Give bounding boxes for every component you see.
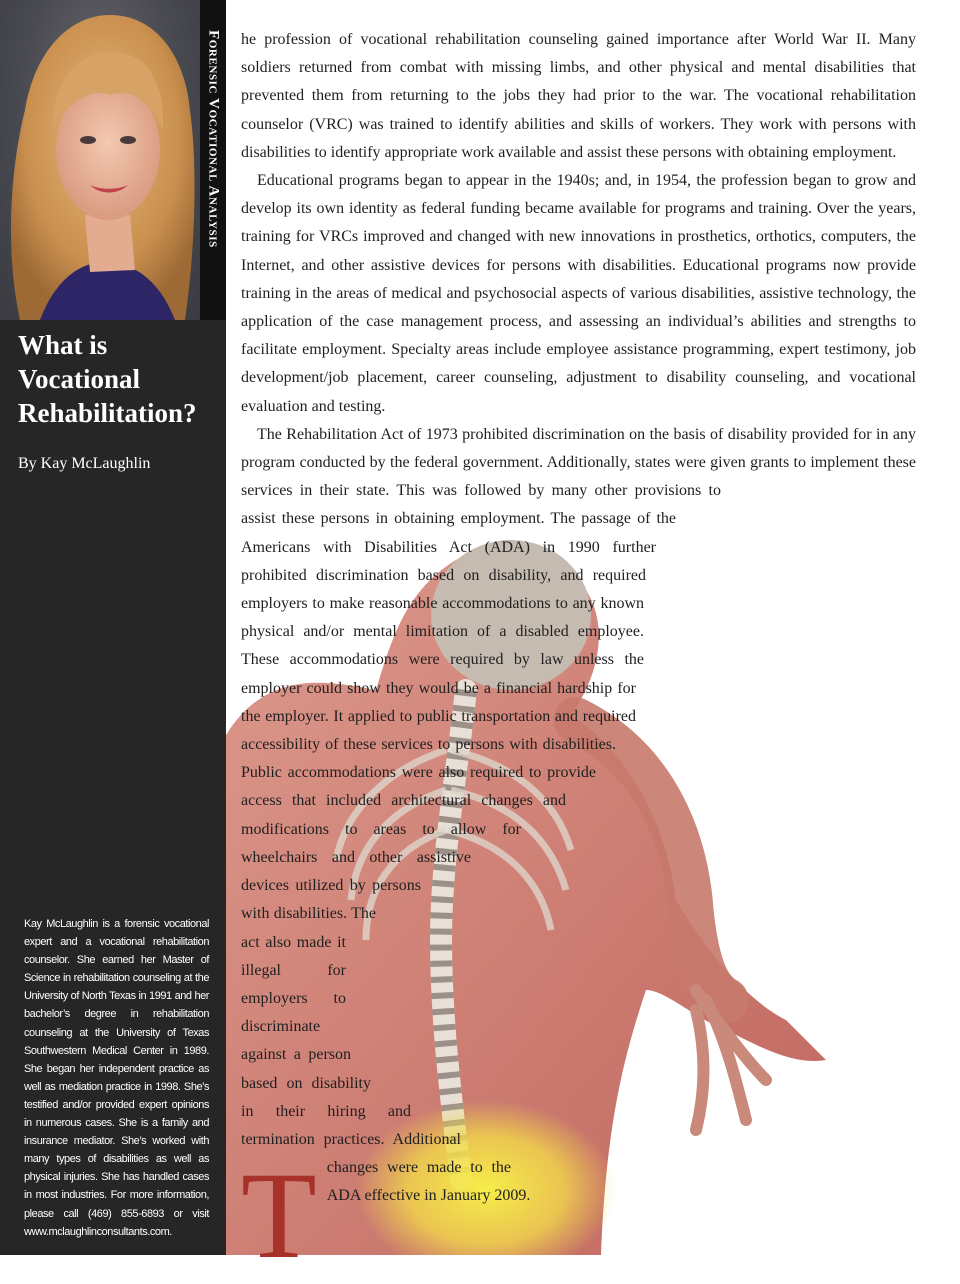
article-body <box>241 26 916 1284</box>
author-photo <box>0 0 200 320</box>
article-title: What is Vocational Rehabilitation? <box>18 330 197 428</box>
article-paragraph-3: The Rehabilitation Act of 1973 prohibited discrimination on the basis of disability provided for in any program conducted by the federal government. Additionally, states were given grants to implement these services in their state. This was followed by many other provisions to assist these persons in obtaining employment. The passage of the Americans with Disabilities Act (ADA) in 1990 further prohibited discrimination based on disability, and required employers to make reasonable accommodations to any known physical and/or mental limitation of a disabled employee. These accommodations were required by law unless the employer could show they would be a financial hardship for the employer. It applied to public transportation and required accessibility of these services to persons with disabilities. Public accommodations were also required to provide access that included architectural changes and modifications to areas to allow for wheelchairs and other assistive devices utilized by persons with disabilities. The act also made it illegal for employers to discriminate against a person based on disability in their hiring and termination practices. Additional changes were made to the ADA effective in January 2009. <box>241 425 916 1205</box>
drop-cap: T <box>241 1147 317 1284</box>
article-byline: By Kay McLaughlin <box>18 455 151 472</box>
article-paragraph-1: he profession of vocational rehabilitation counseling gained importance after World War II. Many soldiers returned from combat with missing limbs, and other physical and mental disabilities that prevented them from returning to the jobs they had prior to the war. The vocational rehabilitation counselor (VRC) was trained to identify abilities and skills of workers. They work with persons with disabilities to identify appropriate work available and assist these persons with obtaining employment. <box>241 31 916 161</box>
article-paragraph-2: Educational programs began to appear in the 1940s; and, in 1954, the profession began to grow and develop its own identity as federal funding became available for programs and training. Over the years, training for VRCs improved and changed with new innovations in prosthetics, orthotics, computers, the Internet, and other assistive devices for persons with disabilities. Educational programs now provide training in the areas of medical and psychosocial aspects of various disabilities, assistive technology, the application of the case management process, and assessing an individual’s abilities and strengths to facilitate employment. Specialty areas include employee assistance programming, expert testimony, job development/job placement, career counseling, adjustment to disability counseling, and vocational evaluation and testing. <box>241 172 916 415</box>
author-bio: Kay McLaughlin is a forensic vocational expert and a vocational rehabilitation counselor. She earned her Master of Science in rehabilitation counseling at the University of North Texas in 1991 and her bachelor’s degree in rehabilitation counseling at the University of Texas Southwestern Medical Center in 1989. She began her independent practice as well as mediation practice in 1998. She’s testified and/or provided expert opinions in numerous cases. She is a family and insurance mediator. She’s worked with many types of disabilities as well as physical injuries. She has handled cases in most industries. For more information, please call (469) 855-6893 or visit www.mclaughlinconsultants.com. <box>24 918 209 1238</box>
section-tab-label: Forensic Vocational Analysis <box>205 30 222 248</box>
sidebar <box>0 0 226 1255</box>
section-tab <box>200 0 226 320</box>
author-portrait-image <box>0 0 200 320</box>
